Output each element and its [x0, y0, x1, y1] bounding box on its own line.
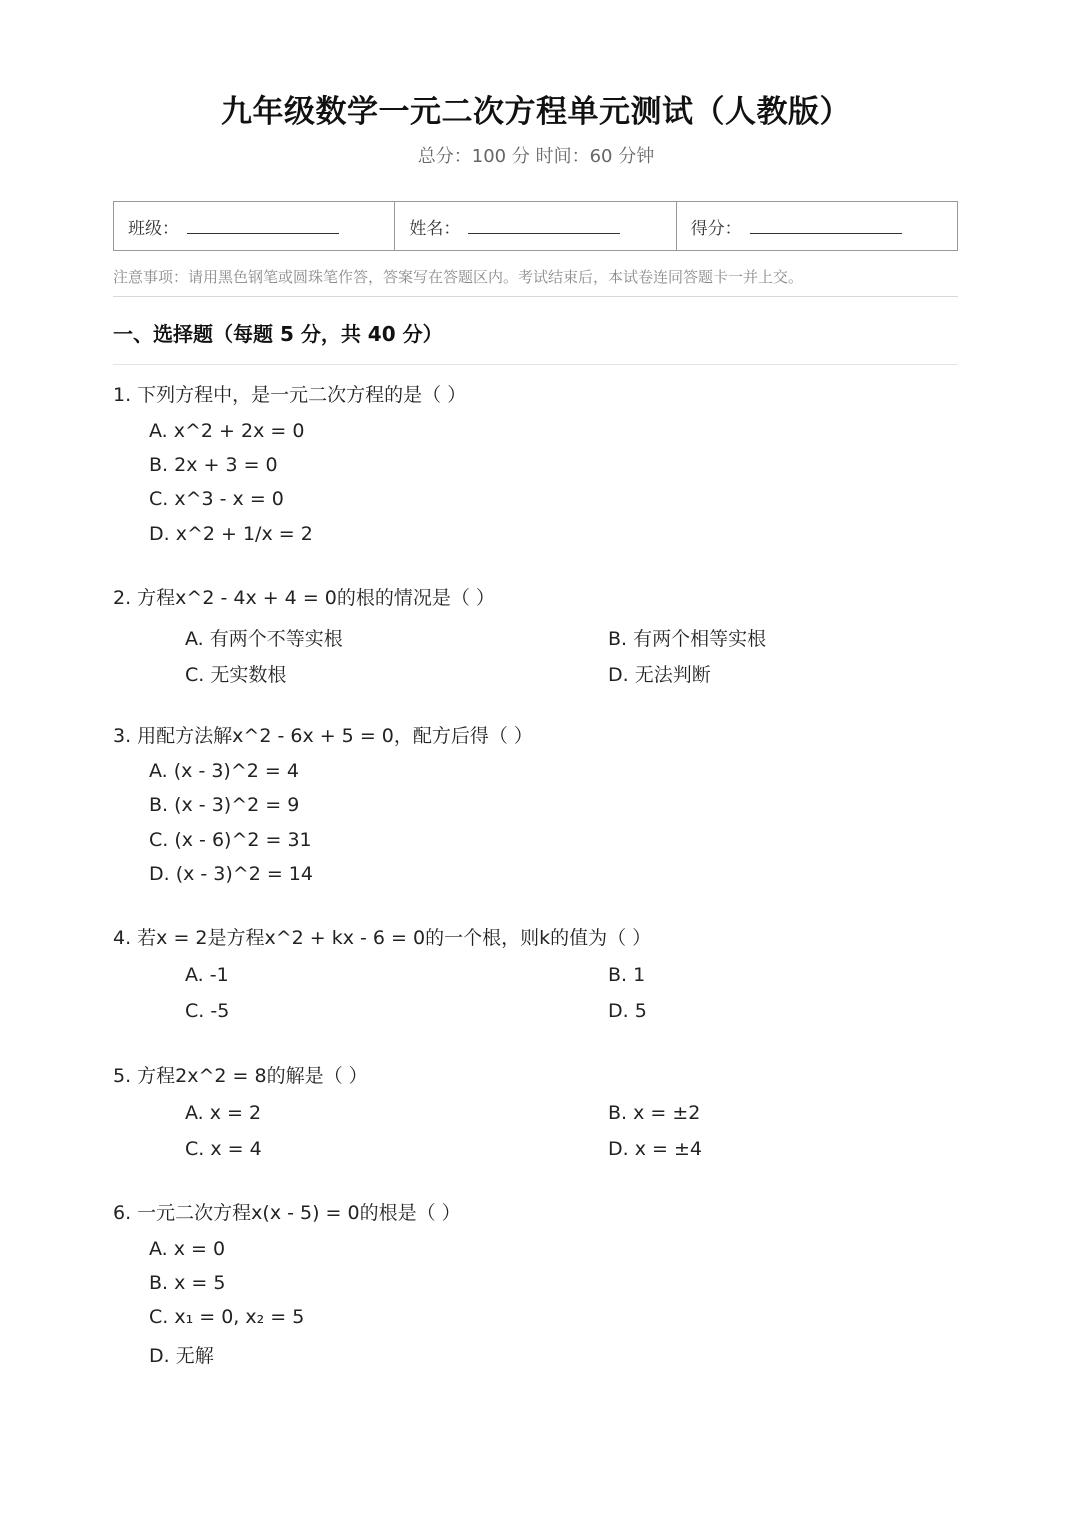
- page-title: 九年级数学一元二次方程单元测试（人教版）: [221, 94, 851, 130]
- question-3-option-b[interactable]: B. (x - 3)^2 = 9: [149, 794, 300, 816]
- divider: [113, 296, 958, 297]
- exam-notice: 注意事项：请用黑色钢笔或圆珠笔作答，答案写在答题区内。考试结束后，本试卷连同答题卡一并上交。: [113, 268, 804, 286]
- question-2-option-d[interactable]: D. 无法判断: [608, 664, 711, 686]
- question-1-option-d[interactable]: D. x^2 + 1/x = 2: [149, 523, 313, 545]
- page-subtitle: 总分：100 分 时间：60 分钟: [417, 146, 655, 167]
- question-2-option-a[interactable]: A. 有两个不等实根: [185, 628, 343, 650]
- class-cell: [114, 202, 395, 250]
- class-label: 班级：: [128, 218, 179, 239]
- name-label: 姓名：: [409, 218, 461, 239]
- question-3-option-c[interactable]: C. (x - 6)^2 = 31: [149, 829, 312, 851]
- question-5: 5. 方程2x^2 = 8的解是（ ）: [113, 1065, 368, 1087]
- question-5-option-c[interactable]: C. x = 4: [185, 1138, 262, 1160]
- question-6: 6. 一元二次方程x(x - 5) = 0的根是（ ）: [113, 1202, 461, 1224]
- question-2-option-c[interactable]: C. 无实数根: [185, 664, 287, 686]
- class-blank[interactable]: [187, 232, 339, 234]
- question-3-option-d[interactable]: D. (x - 3)^2 = 14: [149, 863, 313, 885]
- section-title: 一、选择题（每题 5 分，共 40 分）: [113, 322, 443, 346]
- question-5-option-a[interactable]: A. x = 2: [185, 1102, 262, 1124]
- question-3: 3. 用配方法解x^2 - 6x + 5 = 0，配方后得（ ）: [113, 725, 533, 747]
- score-blank[interactable]: [750, 232, 902, 234]
- divider: [113, 364, 958, 365]
- question-2-option-b[interactable]: B. 有两个相等实根: [608, 628, 767, 650]
- question-2: 2. 方程x^2 - 4x + 4 = 0的根的情况是（ ）: [113, 587, 495, 609]
- question-4-option-b[interactable]: B. 1: [608, 964, 646, 986]
- question-6-option-c[interactable]: C. x₁ = 0, x₂ = 5: [149, 1306, 305, 1328]
- question-4-option-a[interactable]: A. -1: [185, 964, 229, 986]
- question-4-option-d[interactable]: D. 5: [608, 1000, 647, 1022]
- question-4: 4. 若x = 2是方程x^2 + kx - 6 = 0的一个根，则k的值为（ ）: [113, 927, 652, 949]
- question-1-option-a[interactable]: A. x^2 + 2x = 0: [149, 420, 305, 442]
- question-4-option-c[interactable]: C. -5: [185, 1000, 230, 1022]
- question-6-option-a[interactable]: A. x = 0: [149, 1238, 226, 1260]
- question-1-option-c[interactable]: C. x^3 - x = 0: [149, 488, 284, 510]
- question-3-option-a[interactable]: A. (x - 3)^2 = 4: [149, 760, 299, 782]
- question-6-option-b[interactable]: B. x = 5: [149, 1272, 226, 1294]
- question-1: 1. 下列方程中，是一元二次方程的是（ ）: [113, 384, 467, 406]
- score-label: 得分：: [690, 218, 742, 239]
- question-5-option-d[interactable]: D. x = ±4: [608, 1138, 702, 1160]
- question-1-option-b[interactable]: B. 2x + 3 = 0: [149, 454, 278, 476]
- name-blank[interactable]: [468, 232, 620, 234]
- question-5-option-b[interactable]: B. x = ±2: [608, 1102, 701, 1124]
- score-cell: [677, 202, 957, 250]
- student-info-table: [113, 201, 958, 251]
- question-6-option-d[interactable]: D. 无解: [149, 1345, 214, 1367]
- name-cell: [395, 202, 676, 250]
